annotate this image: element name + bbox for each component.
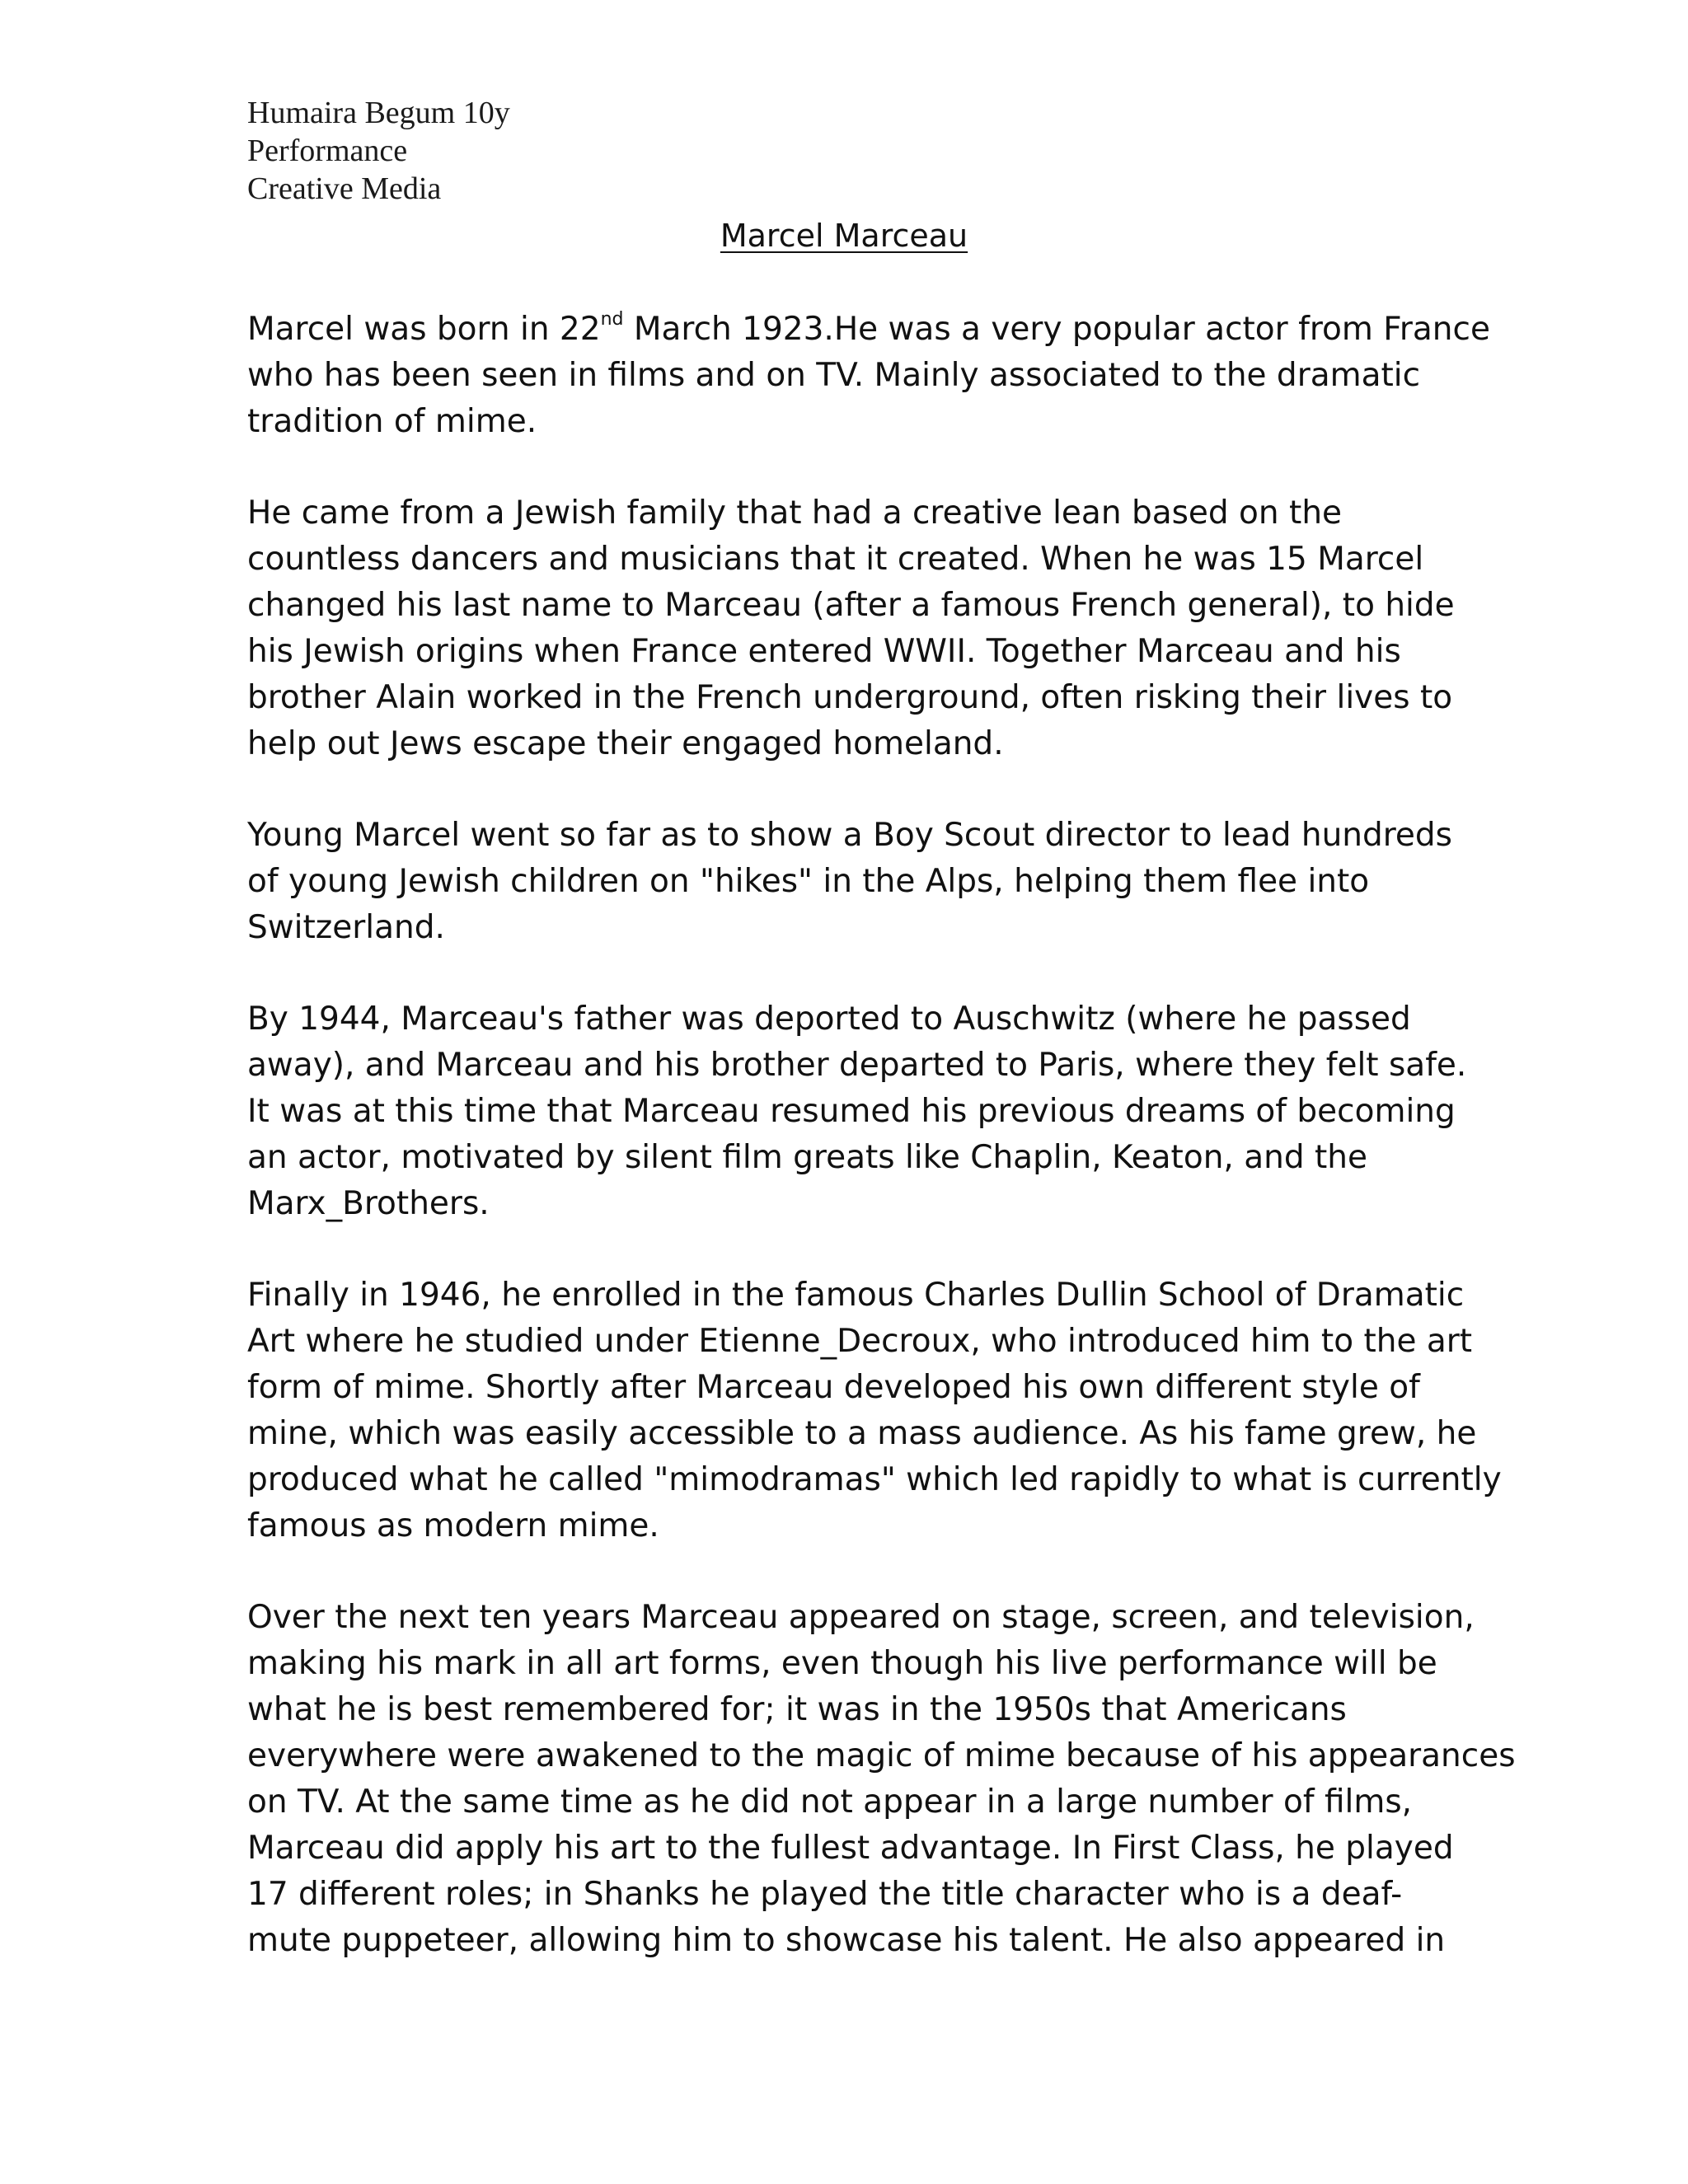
paragraph-line: form of mime. Shortly after Marceau developed his own different style of [247,1369,1420,1406]
paragraph [247,307,1490,445]
paragraph-line: of young Jewish children on "hikes" in the Alps, helping them flee into [247,863,1370,900]
paragraph [247,813,1453,951]
paragraph-line: By 1944, Marceau's father was deported to Auschwitz (where he passed [247,1001,1411,1038]
paragraph-line: help out Jews escape their engaged homeland. [247,725,1004,762]
ordinal-suffix: nd [600,309,624,330]
paragraph-line: He came from a Jewish family that had a creative lean based on the [247,494,1343,532]
paragraph-line: produced what he called "mimodramas" which led rapidly to what is currently [247,1461,1502,1498]
paragraph-line: Art where he studied under Etienne_Decroux, who introduced him to the art [247,1323,1473,1360]
course-line: Creative Media [247,171,442,206]
paragraph-line: 17 different roles; in Shanks he played the title character who is a deaf- [247,1876,1403,1913]
paragraph-line: changed his last name to Marceau (after a famous French general), to hide [247,587,1455,624]
paragraph-line: who has been seen in films and on TV. Mainly associated to the dramatic [247,357,1421,394]
paragraph-line: It was at this time that Marceau resumed his previous dreams of becoming [247,1093,1456,1130]
paragraph-line: making his mark in all art forms, even though his live performance will be [247,1645,1437,1682]
subject-line: Performance [247,134,408,168]
paragraph-line: away), and Marceau and his brother departed to Paris, where they felt safe. [247,1047,1467,1084]
paragraph-line: countless dancers and musicians that it created. When he was 15 Marcel [247,541,1424,578]
paragraph-line: Switzerland. [247,909,445,946]
paragraph-line: tradition of mime. [247,403,537,440]
paragraph-line: everywhere were awakened to the magic of mime because of his appearances [247,1737,1516,1774]
paragraph-line: mine, which was easily accessible to a mass audience. As his fame grew, he [247,1415,1477,1452]
document-body [247,307,1516,2009]
paragraph-line: brother Alain worked in the French underground, often risking their lives to [247,679,1453,716]
document-title [0,216,1688,255]
paragraph-line: what he is best remembered for; it was in the 1950s that Americans [247,1691,1347,1728]
paragraph-line: famous as modern mime. [247,1507,659,1544]
paragraph [247,996,1467,1227]
paragraph-line: Over the next ten years Marceau appeared on stage, screen, and television, [247,1599,1475,1636]
paragraph-line: mute puppeteer, allowing him to showcase his talent. He also appeared in [247,1922,1446,1959]
author-header [247,94,510,208]
paragraph-line: his Jewish origins when France entered WWII. Together Marceau and his [247,633,1401,670]
paragraph [247,1272,1502,1549]
paragraph-line: Marx_Brothers. [247,1185,490,1222]
paragraph [247,490,1455,767]
paragraph-line: Young Marcel went so far as to show a Boy Scout director to lead hundreds [247,817,1453,854]
birth-text: Marcel was born in 22 [247,311,601,348]
paragraph-line: Finally in 1946, he enrolled in the famous Charles Dullin School of Dramatic [247,1277,1465,1314]
paragraph-line: Marceau did apply his art to the fullest advantage. In First Class, he played [247,1830,1454,1867]
paragraph-line: an actor, motivated by silent film greats like Chaplin, Keaton, and the [247,1139,1367,1176]
author-line: Humaira Begum 10y [247,96,510,130]
paragraph [247,1595,1516,1964]
paragraph-line [247,307,1490,353]
title-text: Marcel Marceau [720,218,968,254]
paragraph-line: on TV. At the same time as he did not appear in a large number of films, [247,1783,1413,1821]
birth-text-cont: March 1923.He was a very popular actor from France [623,311,1490,348]
